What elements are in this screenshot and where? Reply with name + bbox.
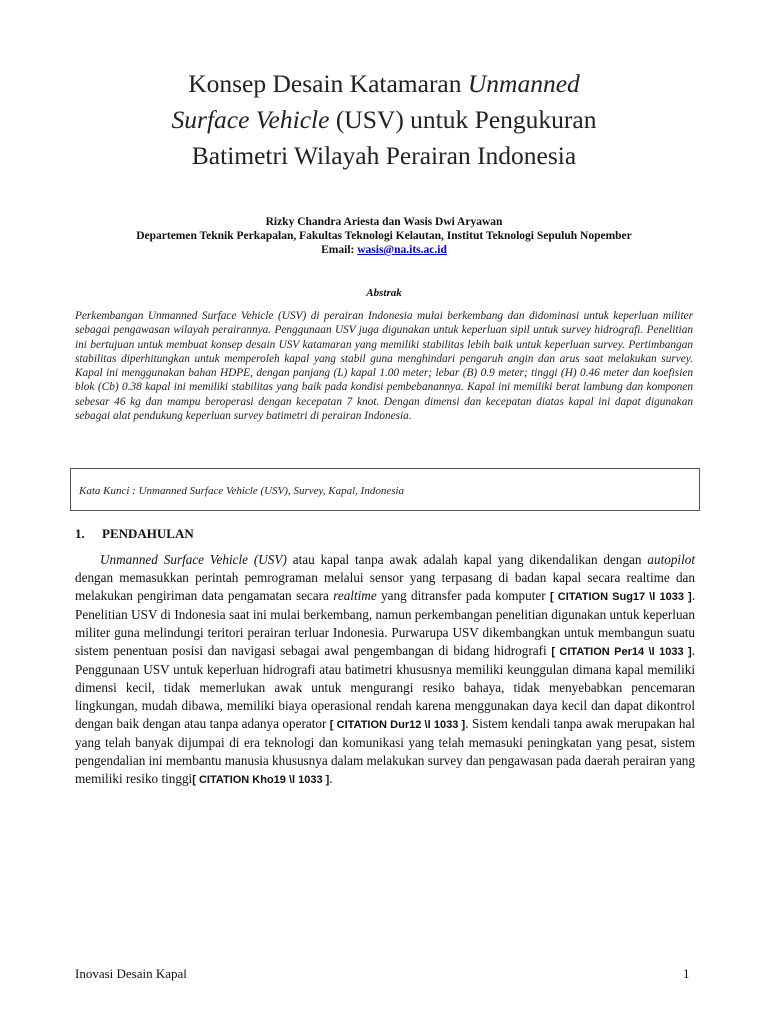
- footer-journal: Inovasi Desain Kapal: [75, 966, 187, 981]
- title-line2-italic: Surface Vehicle: [171, 105, 330, 134]
- body-text: . Penelitian USV di Indonesia saat ini mulai berkembang, namun perkembangan penelitian digunakan untuk keperluan militer guna melindungi teritori perairan terluar Indonesia. Purwarupa USV dikembangkan untuk membangun suatu sistem penentuan posisi dan navigasi sebagai awal pengembangan di bidang hidrografi: [75, 588, 695, 658]
- abstract-text: Perkembangan Unmanned Surface Vehicle (USV) di perairan Indonesia mulai berkembang dan didominasi untuk keperluan militer sebagai pengawasan wilayah perairannya. Penggunaan USV juga digunakan untuk keperluan sipil untuk survey hidrografi. Penelitian ini bertujuan untuk membuat konsep desain USV katamaran yang memiliki stabilitas lebih baik untuk keperluan survey. Pertimbangan stabilitas diperhitungkan untuk memperoleh kapal yang stabil guna menghindari pengaruh angin dan arus saat melakukan survey. Kapal ini menggunakan bahan HDPE, dengan panjang (L) kapal 1.00 meter; lebar (B) 0.9 meter; tinggi (H) 0.46 meter dan koefisien blok (Cb) 0.38 kapal ini memiliki stabilitas yang baik pada kondisi pembebanannya. Kapal ini memiliki berat lambung dan komponen sebesar 46 kg dan mampu beroperasi dengan kecepatan 7 knot. Dengan dimensi dan kecepatan diatas kapal ini dapat digunakan sebagai alat pendukung keperluan survey batimetri di perairan Indonesia.: [75, 310, 693, 423]
- citation-field: [ CITATION Per14 \l 1033 ]: [551, 646, 692, 658]
- email-label: Email:: [321, 244, 358, 256]
- body-text: yang ditransfer pada komputer: [376, 588, 550, 603]
- keywords-text: Kata Kunci : Unmanned Surface Vehicle (USV), Survey, Kapal, Indonesia: [79, 485, 405, 497]
- title-line3: Batimetri Wilayah Perairan Indonesia: [191, 141, 577, 170]
- paper-title: [90, 66, 678, 174]
- email-link[interactable]: wasis@na.its.ac.id: [357, 244, 447, 256]
- body-text: . Sistem kendali tanpa awak merupakan hal yang telah banyak dijumpai di era teknologi dan komunikasi yang telah memasuki peningkatan yang pesat, sistem pengendalian ini membantu manusia khususnya dalam melakukan survey dan pengawasan pada daerah perairan yang memiliki resiko tinggi: [75, 716, 695, 786]
- title-line1-prefix: Konsep Desain Katamaran: [188, 69, 468, 98]
- autopilot-term: autopilot: [647, 552, 696, 567]
- section-number: 1.: [75, 526, 85, 541]
- body-text: . Penggunaan USV untuk keperluan hidrografi atau batimetri khususnya memiliki keunggulan dimana kapal memiliki dimensi kecil, tidak memerlukan awak untuk mengurangi resiko bahaya, tidak menyebabkan pencemaran lingkungan, mudah dibawa, memiliki biaya operasional rendah karena menggunakan daya kecil dan dapat dikontrol dengan baik dengan atau tanpa adanya operator: [75, 643, 695, 731]
- keywords-box: [70, 468, 700, 511]
- usv-term: Unmanned Surface Vehicle (USV): [100, 552, 287, 567]
- author-names: Rizky Chandra Ariesta dan Wasis Dwi Aryawan: [265, 216, 503, 228]
- citation-field: [ CITATION Dur12 \l 1033 ]: [329, 719, 466, 731]
- body-text: dengan memasukkan perintah pemrograman melalui sensor yang terpasang di badan kapal secara realtime dan melakukan pengiriman data pengamatan secara: [75, 570, 695, 603]
- section-heading: [75, 526, 194, 542]
- body-paragraph: [75, 551, 695, 789]
- author-email-line: [60, 243, 708, 257]
- body-text: atau kapal tanpa awak adalah kapal yang dikendalikan dengan: [286, 552, 648, 567]
- author-block: [60, 215, 708, 257]
- realtime-term: realtime: [333, 588, 377, 603]
- section-body: [75, 551, 695, 789]
- abstract-heading: Abstrak: [366, 287, 402, 299]
- section-title: PENDAHULAN: [102, 526, 194, 541]
- title-line2-rest: (USV) untuk Pengukuran: [329, 105, 597, 134]
- page-number: 1: [683, 966, 690, 981]
- title-line1-italic: Unmanned: [467, 69, 580, 98]
- author-affiliation: Departemen Teknik Perkapalan, Fakultas Teknologi Kelautan, Institut Teknologi Sepuluh Nopember: [136, 230, 632, 242]
- citation-field: [ CITATION Kho19 \l 1033 ]: [192, 774, 330, 786]
- citation-field: [ CITATION Sug17 \l 1033 ]: [549, 591, 692, 603]
- body-text: .: [329, 771, 333, 786]
